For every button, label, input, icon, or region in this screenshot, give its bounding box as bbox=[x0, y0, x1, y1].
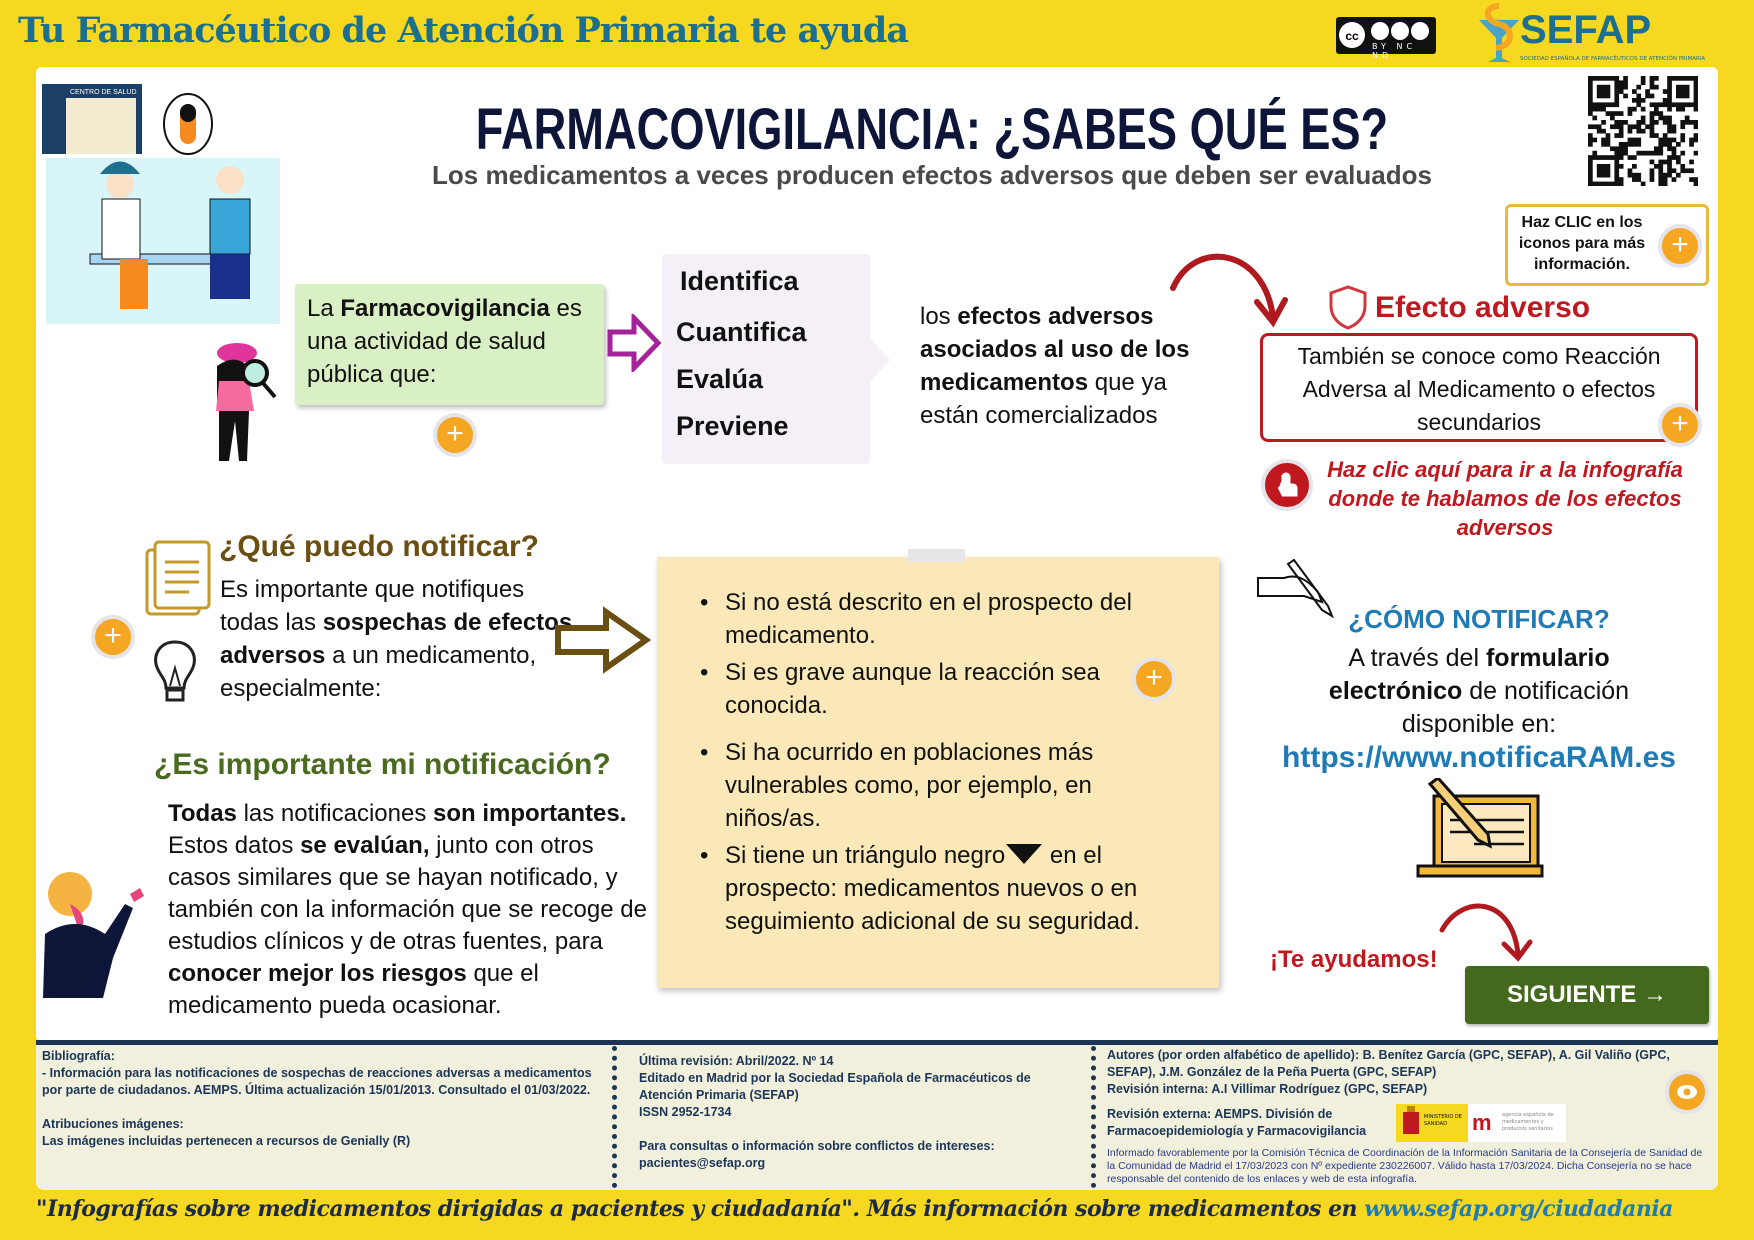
page-subtitle: Los medicamentos a veces producen efectos adversos que deben ser evaluados bbox=[432, 160, 1432, 190]
imp-t4: que el medicamento pueda ocasionar. bbox=[168, 960, 539, 1019]
attrib-title: Atribuciones imágenes: bbox=[42, 1117, 184, 1131]
what-to-report-text bbox=[220, 573, 580, 705]
report-text-1: Es importante que notifiques todas las bbox=[220, 576, 525, 636]
report-text-bold: sospechas de efectos adversos bbox=[220, 609, 573, 669]
how-t1: A través del bbox=[1348, 644, 1486, 672]
bullet-text: en el prospecto: medicamentos nuevos o en seguimiento adicional de su seguridad. bbox=[725, 842, 1140, 935]
bullet-item bbox=[700, 839, 1220, 938]
imp-b4: conocer mejor los riesgos bbox=[168, 960, 467, 987]
definition-box bbox=[295, 284, 604, 405]
top-title: Tu Farmacéutico de Atención Primaria te ayuda bbox=[18, 10, 909, 51]
imp-t3: junto con otros casos similares que se hayan notificado, y también con la información que se recoge de estudios clínicos y de otras fuentes, para bbox=[168, 832, 647, 955]
attrib-text: Las imágenes incluidas pertenecen a recursos de Genially (R) bbox=[42, 1134, 411, 1148]
brown-arrow-icon bbox=[554, 606, 652, 674]
hint-text: Haz CLIC en los iconos para más información. bbox=[1518, 214, 1646, 273]
box-tab bbox=[908, 549, 965, 562]
definition-post: es una actividad de salud pública que: bbox=[307, 295, 582, 388]
object-pre: los bbox=[920, 303, 958, 330]
ministry-logo bbox=[1396, 1104, 1468, 1142]
bullet-text: Si tiene un triángulo negro bbox=[725, 842, 1006, 869]
adverse-effects-link[interactable]: Haz clic aquí para ir a la infografía donde te hablamos de los efectos adversos bbox=[1327, 457, 1683, 540]
help-text: ¡Te ayudamos! bbox=[1270, 946, 1438, 973]
bullet-item: • Si ha ocurrido en poblaciones más vulnerables como, por ejemplo, en niños/as. bbox=[700, 736, 1160, 835]
biblio-title: Bibliografía: bbox=[42, 1049, 115, 1063]
plus-button-report[interactable]: + bbox=[91, 615, 135, 659]
document-icon bbox=[143, 538, 213, 618]
spain-coat-of-arms-icon bbox=[1400, 1106, 1422, 1140]
shield-icon bbox=[1328, 284, 1368, 330]
bottom-banner bbox=[36, 1196, 1673, 1222]
object-post: que ya están comercializados bbox=[920, 369, 1167, 429]
how-to-report-text bbox=[1279, 642, 1679, 741]
adverse-effect-box: También se conoce como Reacción Adversa al Medicamento o efectos secundarios bbox=[1260, 333, 1698, 442]
notificaram-link[interactable]: https://www.notificaRAM.es bbox=[1282, 741, 1676, 774]
revision: Última revisión: Abril/2022. Nº 14 bbox=[639, 1054, 834, 1068]
purple-arrow-icon bbox=[606, 314, 662, 372]
imp-b2: son importantes. bbox=[433, 800, 627, 827]
view-button[interactable] bbox=[1665, 1070, 1709, 1114]
aemps-logo-mark: m bbox=[1472, 1110, 1492, 1135]
contact-email[interactable]: pacientes@sefap.org bbox=[639, 1156, 766, 1170]
bottom-text: "Infografías sobre medicamentos dirigidas a pacientes y ciudadanía". Más información sobre medicamentos en bbox=[36, 1196, 1365, 1222]
logo-tagline: SOCIEDAD ESPAÑOLA DE FARMACÉUTICOS DE ATENCIÓN PRIMARIA bbox=[1520, 56, 1706, 62]
plus-button-serious[interactable]: + bbox=[1132, 657, 1176, 701]
object-bold: efectos adversos asociados al uso de los medicamentos bbox=[920, 303, 1190, 396]
importance-title: ¿Es importante mi notificación? bbox=[154, 748, 611, 781]
laptop-form-icon bbox=[1416, 778, 1544, 880]
imp-t1: las notificaciones bbox=[236, 800, 434, 827]
imp-t2: Estos datos bbox=[168, 832, 301, 859]
footer-divider bbox=[612, 1046, 617, 1188]
biblio-text: - Información para las notificaciones de sospechas de reacciones adversas a medicamentos por parte de ciudadanos. AEMPS. Última actualización 15/01/2013. Consultado el 01/03/2022. bbox=[42, 1066, 592, 1097]
cc-license-badge bbox=[1336, 17, 1436, 60]
logo-name: SEFAP bbox=[1520, 8, 1652, 52]
ministry-name: MINISTERIO DE SANIDAD bbox=[1424, 1114, 1462, 1127]
importance-text bbox=[168, 798, 658, 1022]
plus-button-hint[interactable]: + bbox=[1658, 224, 1702, 268]
pharmacy-cup-icon bbox=[1474, 2, 1524, 66]
page-title: FARMACOVIGILANCIA: ¿SABES QUÉ ES? bbox=[475, 97, 1389, 162]
footer-edition bbox=[639, 1053, 1079, 1172]
red-curved-arrow-icon bbox=[1436, 900, 1536, 964]
what-to-report-title: ¿Qué puedo notificar? bbox=[219, 530, 539, 563]
how-t2: de notificación disponible en: bbox=[1401, 677, 1630, 738]
external-review: Revisión externa: AEMPS. División de Farmacoepidemiología y Farmacovigilancia bbox=[1107, 1107, 1367, 1138]
approval-notice: Informado favorablemente por la Comisión Técnica de Coordinación de la Información Sanitaria de la Consejería de Sanidad de la Comunidad de Madrid el 17/03/2023 con Nº expediente 230226007. Válido hasta 17/03/2024. Dicha Consejería no se hace responsable del contenido de los enlaces y web de esta infografía. bbox=[1107, 1147, 1703, 1185]
consultation-illustration bbox=[40, 74, 285, 326]
eye-icon bbox=[1669, 1074, 1705, 1110]
hand-writing-icon bbox=[1256, 556, 1336, 618]
edited-by: Editado en Madrid por la Sociedad Española de Farmacéuticos de Atención Primaria (SEFAP) bbox=[639, 1071, 1031, 1102]
sefap-logo bbox=[1474, 2, 1744, 66]
definition-term: Farmacovigilancia bbox=[340, 295, 550, 322]
imp-b3: se evalúan, bbox=[300, 832, 430, 859]
pointing-hand-icon bbox=[1265, 463, 1309, 507]
red-curved-arrow-icon bbox=[1165, 248, 1290, 330]
qr-code[interactable] bbox=[1588, 76, 1698, 186]
health-center-sign: CENTRO DE SALUD bbox=[70, 89, 137, 96]
ministry-logos bbox=[1396, 1104, 1566, 1142]
issn: ISSN 2952-1734 bbox=[639, 1105, 732, 1119]
footer-divider bbox=[1091, 1046, 1096, 1188]
cc-terms: BY NC ND bbox=[1372, 42, 1417, 60]
how-b1: formulario electrónico bbox=[1328, 644, 1610, 705]
svg-text:cc: cc bbox=[1345, 29, 1359, 43]
agency-name: agencia española de medicamentos y productos sanitarios bbox=[1502, 1112, 1554, 1132]
bullet-item: • Si es grave aunque la reacción sea conocida. bbox=[700, 656, 1140, 722]
sefap-ciudadania-link[interactable]: www.sefap.org/ciudadania bbox=[1364, 1196, 1673, 1222]
definition-pre: La bbox=[307, 295, 341, 322]
imp-b1: Todas bbox=[168, 800, 237, 827]
plus-button-definition[interactable]: + bbox=[433, 413, 477, 457]
next-button[interactable]: SIGUIENTE → bbox=[1465, 966, 1709, 1024]
adverse-effect-title: Efecto adverso bbox=[1375, 291, 1591, 324]
waving-person-figure bbox=[40, 864, 160, 1014]
detective-figure bbox=[207, 341, 279, 471]
black-triangle-icon bbox=[1005, 842, 1043, 866]
how-to-report-title: ¿CÓMO NOTIFICAR? bbox=[1348, 604, 1610, 634]
plus-button-adverse-effect[interactable]: + bbox=[1658, 403, 1702, 447]
internal-review: Revisión interna: A.I Villimar Rodríguez (GPC, SEFAP) bbox=[1107, 1082, 1428, 1096]
verb-evalua: Evalúa bbox=[676, 364, 764, 394]
footer-authors bbox=[1107, 1047, 1717, 1098]
verb-identifica: Identifica bbox=[680, 266, 799, 296]
verb-cuantifica: Cuantifica bbox=[676, 317, 807, 347]
authors: Autores (por orden alfabético de apellido): B. Benítez García (GPC, SEFAP), A. Gil Valiño (GPC, SEFAP), J.M. González de la Peña Puerta (GPC, SEFAP) bbox=[1107, 1048, 1670, 1079]
footer-bibliography bbox=[42, 1048, 602, 1150]
report-text-2: a un medicamento, especialmente: bbox=[220, 642, 537, 702]
contact-label: Para consultas o información sobre conflictos de intereses: bbox=[639, 1139, 995, 1153]
verb-previene: Previene bbox=[676, 411, 789, 441]
lightbulb-icon bbox=[150, 638, 200, 704]
bullet-item: • Si no está descrito en el prospecto del medicamento. bbox=[700, 586, 1200, 652]
